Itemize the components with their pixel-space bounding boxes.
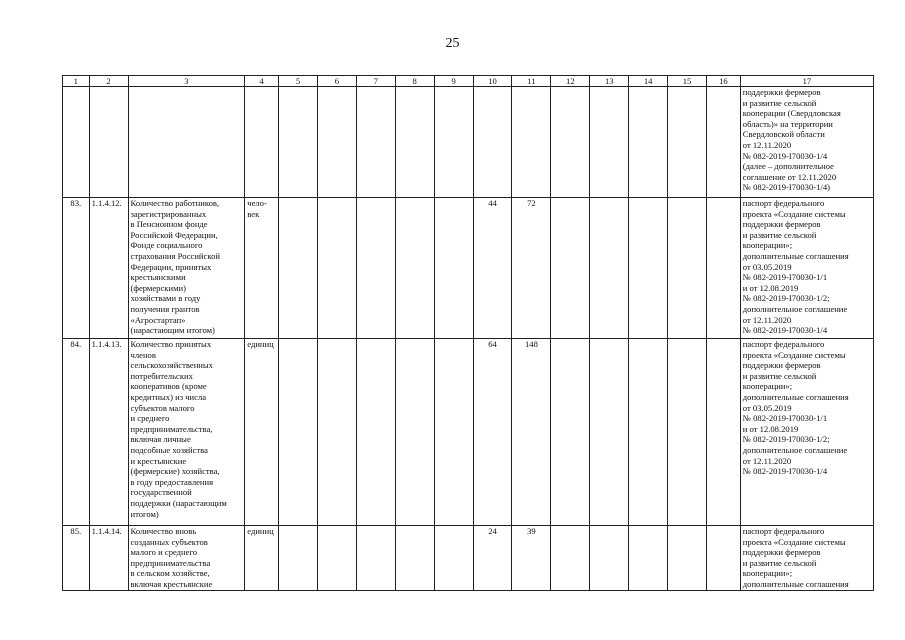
value-col10: 24 (473, 526, 512, 591)
row-code: 1.1.4.14. (89, 526, 128, 591)
column-header: 8 (395, 76, 434, 87)
value-cell (629, 87, 668, 198)
column-header: 12 (551, 76, 590, 87)
value-cell (317, 87, 356, 198)
value-cell (434, 87, 473, 198)
indicator-name: Количество работников, зарегистрированных в Пенсионном фонде Российской Федерации, Фонде социального страхования Российской Федерации, принятых крестьянскими (фермерскими) хозяйствами в году получения грантов «Агростартап» (нарастающим итогом) (128, 198, 245, 339)
source-cell: паспорт федерального проекта «Создание системы поддержки фермеров и развитие сельской кооперации»; дополнительные соглашения от 03.05.2019 № 082-2019-I70030-1/1 и от 12.08.2019 № 082-2019-I70030-1/2; дополнительное соглашение от 12.11.2020 № 082-2019-I70030-1/4 (740, 198, 873, 339)
value-cell (668, 87, 707, 198)
unit-cell: единиц (245, 339, 279, 526)
value-col11 (512, 87, 551, 198)
table-row (63, 87, 874, 198)
value-cell (279, 526, 318, 591)
row-number: 85. (63, 526, 90, 591)
page-number: 25 (445, 36, 460, 51)
value-cell (551, 87, 590, 198)
value-cell (395, 87, 434, 198)
indicator-name: Количество принятых членов сельскохозяйственных потребительских кооперативов (кроме кредитных) из числа субъектов малого и среднего предпринимательства, включая личные подсобные хозяйства и крестьянские (фермерские) хозяйства, в году предоставления государственной поддержки (нарастающим итогом) (128, 339, 245, 526)
value-col11: 39 (512, 526, 551, 591)
value-cell (356, 526, 395, 591)
indicators-table (62, 75, 874, 591)
value-cell (356, 87, 395, 198)
value-cell (356, 339, 395, 526)
indicator-name: Количество вновь созданных субъектов малого и среднего предпринимательства в сельском хозяйстве, включая крестьянские (128, 526, 245, 591)
value-cell (317, 339, 356, 526)
source-cell: поддержки фермеров и развитие сельской кооперации (Свердловская область)» на территории Свердловской области от 12.11.2020 № 082-2019-I70030-1/4 (далее – дополнительное соглашение от 12.11.2020 № 082-2019-I70030-1/4) (740, 87, 873, 198)
row-number: 84. (63, 339, 90, 526)
value-cell (590, 87, 629, 198)
value-cell (629, 339, 668, 526)
column-header: 11 (512, 76, 551, 87)
value-cell (279, 87, 318, 198)
column-header: 6 (317, 76, 356, 87)
value-cell (707, 526, 741, 591)
column-header: 3 (128, 76, 245, 87)
column-header: 7 (356, 76, 395, 87)
value-cell (434, 339, 473, 526)
column-header: 13 (590, 76, 629, 87)
column-header: 2 (89, 76, 128, 87)
indicator-name (128, 87, 245, 198)
value-cell (317, 198, 356, 339)
value-cell (707, 87, 741, 198)
value-cell (590, 339, 629, 526)
value-cell (434, 198, 473, 339)
row-code: 1.1.4.13. (89, 339, 128, 526)
value-cell (629, 526, 668, 591)
column-header: 17 (740, 76, 873, 87)
value-cell (551, 526, 590, 591)
unit-cell: единиц (245, 526, 279, 591)
row-code: 1.1.4.12. (89, 198, 128, 339)
column-header: 10 (473, 76, 512, 87)
table-row (63, 198, 874, 339)
value-col11: 72 (512, 198, 551, 339)
row-number: 83. (63, 198, 90, 339)
table-row (63, 339, 874, 526)
value-col10: 44 (473, 198, 512, 339)
value-cell (356, 198, 395, 339)
value-cell (707, 198, 741, 339)
table-row (63, 526, 874, 591)
value-cell (590, 198, 629, 339)
column-header: 16 (707, 76, 741, 87)
value-cell (668, 198, 707, 339)
unit-cell: чело- век (245, 198, 279, 339)
column-header: 14 (629, 76, 668, 87)
header-row (63, 76, 874, 87)
value-cell (317, 526, 356, 591)
value-cell (668, 339, 707, 526)
value-cell (279, 198, 318, 339)
column-header: 15 (668, 76, 707, 87)
column-header: 4 (245, 76, 279, 87)
source-cell: паспорт федерального проекта «Создание системы поддержки фермеров и развитие сельской кооперации»; дополнительные соглашения от 03.05.2019 № 082-2019-I70030-1/1 и от 12.08.2019 № 082-2019-I70030-1/2; дополнительное соглашение от 12.11.2020 № 082-2019-I70030-1/4 (740, 339, 873, 526)
value-cell (279, 339, 318, 526)
value-cell (668, 526, 707, 591)
value-cell (629, 198, 668, 339)
value-cell (551, 198, 590, 339)
value-cell (395, 198, 434, 339)
column-header: 9 (434, 76, 473, 87)
value-cell (707, 339, 741, 526)
value-cell (590, 526, 629, 591)
column-header: 5 (279, 76, 318, 87)
value-cell (395, 339, 434, 526)
row-number (63, 87, 90, 198)
source-cell: паспорт федерального проекта «Создание системы поддержки фермеров и развитие сельской кооперации»; дополнительные соглашения (740, 526, 873, 591)
column-header: 1 (63, 76, 90, 87)
value-cell (551, 339, 590, 526)
value-col11: 148 (512, 339, 551, 526)
value-col10 (473, 87, 512, 198)
row-code (89, 87, 128, 198)
value-col10: 64 (473, 339, 512, 526)
value-cell (434, 526, 473, 591)
unit-cell (245, 87, 279, 198)
value-cell (395, 526, 434, 591)
